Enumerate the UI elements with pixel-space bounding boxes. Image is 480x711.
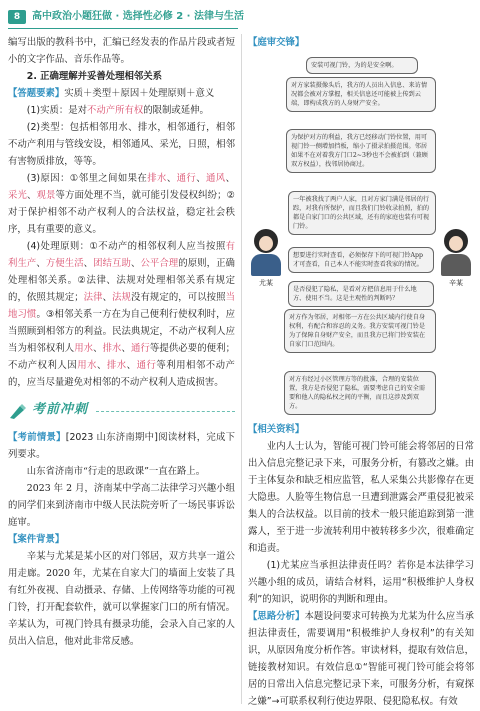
answer-text: 实质＋类型＋原因＋处理原则＋意义 xyxy=(64,88,215,99)
pen-icon xyxy=(8,402,28,420)
avatar xyxy=(444,229,468,253)
exam-paragraph-1: 山东省济南市“行走的思政课”一直在路上。 xyxy=(26,466,206,477)
case-tag: 【案件背景】 xyxy=(8,534,65,545)
answer-elements xyxy=(8,85,235,102)
speech-bubble: 安装可视门铃，为的是安全啊。 xyxy=(306,57,418,74)
answer-tag: 【答题要素】 xyxy=(8,88,65,99)
related-tag: 【相关资料】 xyxy=(248,424,305,435)
person-name: 辛某 xyxy=(449,279,463,287)
speech-bubble: 是否侵犯了隐私，是看对方把信息用于什么地方、使用不当。这是主观性的判断吗？ xyxy=(288,281,434,307)
header-rule xyxy=(8,28,238,29)
right-column xyxy=(248,34,474,710)
case-text: 辛某与尤某是某小区的对门邻居，双方共享一道公用走廊。2020 年，尤某在自家大门的墙面上安装了具有红外夜视、自动摄录、存储、上传网络等功能的可视门铃，打开配套软件，就可以掌握家门口的所有情况。辛某认为，可视门铃具有摄录功能，会录入自己家的人员出入信息，他对此非常反感。 xyxy=(8,551,235,647)
book-title: 高中政治小题狂做 · 选择性必修 2 · 法律与生活 xyxy=(32,11,244,22)
analysis-text: 【思路分析】本题设问要求可转换为尤某为什么应当承担法律责任，需要调用“积极维护人身权利”的有关知识，从原因角度分析作答。审读材料，提取有效信息，链接教材知识。有效信息①“智能可视门铃可能会将邻居的日常出入信息完整记录下来，可服务分析，有窥探之嫌”→可联系权利行使边界限、侵犯隐私权。有效 xyxy=(248,611,474,707)
item-2: (2)类型：包括相邻用水、排水，相邻通行，相邻不动产利用与管线安设，相邻通风、采光，日照，相邻有害物质排放，等等。 xyxy=(8,122,235,167)
page-number: 8 xyxy=(8,10,26,24)
item-3: (3)原因：①邻里之间如果在排水、通行、通风、采光、观景等方面处理不当，就可能引发侵权纠纷；②对于保护相邻不动产权利人的合法权益，稳定社会秩序，具有重要的意义。 xyxy=(8,173,235,235)
avatar xyxy=(254,229,278,253)
person-xin xyxy=(440,229,472,288)
question-text: (1)尤某应当承担法律责任吗？若你是本法律学习兴趣小组的成员，请结合材料，运用“积极维护人身权利”的知识，说明你的判断和理由。 xyxy=(248,560,474,605)
court-tag: 【庭审交锋】 xyxy=(248,37,305,48)
speech-bubble: 对方家装摄像头后，我方的人员出入信息、来访情况都会被对方掌握，相关信息还可能被上传到云端，即构成我方的人身财产安全。 xyxy=(286,77,436,112)
exam-intro: 【考前情景】[2023 山东济南期中]阅读材料，完成下列要求。 xyxy=(8,432,235,460)
section-heading: 2. 正确理解并妥善处理相邻关系 xyxy=(26,71,163,82)
speech-bubble: 对方有经过小区管理方等的批准，合理的安装位置，我方是否侵犯了隐私，需要考虑自己的安全需要和他人的隐私权之间的平衡，而且这涉及到双方。 xyxy=(284,371,436,415)
exam-paragraph-2: 2023 年 2 月，济南某中学高二法律学习兴趣小组的同学们来到济南市中级人民法院旁听了一场民事诉讼庭审。 xyxy=(8,483,235,528)
column-divider xyxy=(241,34,242,704)
item-1: (1)实质：是对不动产所有权的限制或延伸。 xyxy=(26,105,209,116)
court-comic xyxy=(248,57,474,371)
banner-title: 考前冲刺 xyxy=(32,402,89,417)
speech-bubble: 一年被我找了两户人家，且对方家门满是邻居的行踪，对我有所保护，而且我们门铃收录拍照，拍的都是自家门口的公共区域，还有的家庭也装有可视门铃。 xyxy=(288,191,436,235)
related-text: 业内人士认为，智能可视门铃可能会将邻居的日常出入信息完整记录下来，可服务分析，有篡改之嫌。由于主体复杂和缺乏相应监管，私人采集公共影像存在更大隐患。人脸等生物信息一旦遭到泄露会严重侵犯被采集人的合法权益。以目前的技术一般只能追踪到第一泄露人，至于进一步流转利用中被转移多少次，很难确定和追责。 xyxy=(248,441,474,554)
page-header xyxy=(0,8,480,30)
speech-bubble: 想要进行实时查看，必须保存下的可视门铃App才可查看，自己本人不能实时查看我家的情况。 xyxy=(288,247,434,273)
exam-banner xyxy=(8,399,235,423)
person-you xyxy=(250,229,282,288)
speech-bubble: 为保护对方的利益，我方已经移动门铃位置，用可视门铃一侧增加挡板，缩小了摄录拍摄范围。邻居如果不在对着我方门口2~3秒也不会被拍到（兼顾双方权益），找邻居协商过。 xyxy=(286,129,436,173)
speech-bubble: 对方作为邻居，对相邻一方在公共区域内行使自身权利，有配合和容忍的义务。我方安装可视门铃是为了保障自身财产安全，而且我方已将门铃安装在自家门口范围内。 xyxy=(284,309,436,353)
person-name: 尤某 xyxy=(259,279,273,287)
banner-line xyxy=(96,411,235,412)
intro-text: 编写出版的教科书中，汇编已经发表的作品片段或者短小的文字作品、音乐作品等。 xyxy=(8,37,235,65)
left-column xyxy=(8,34,235,650)
item-4: (4)处理原则：①不动产的相邻权利人应当按照有利生产、方便生活、团结互助、公平合理的原则，正确处理相邻关系。②法律、法规对处理相邻关系有规定的，依照其规定；法律、法规没有规定的，可以按照当地习惯。③相邻关系一方在为自己便利行使权利时，应当照顾到相邻方的利益。民法典规定，不动产权利人应当为相邻权利人用水、排水、通行等提供必要的便利；不动产权利人因用水、排水、通行等利用相邻不动产的，应当尽量避免对相邻的不动产权利人造成损害。 xyxy=(8,241,235,388)
